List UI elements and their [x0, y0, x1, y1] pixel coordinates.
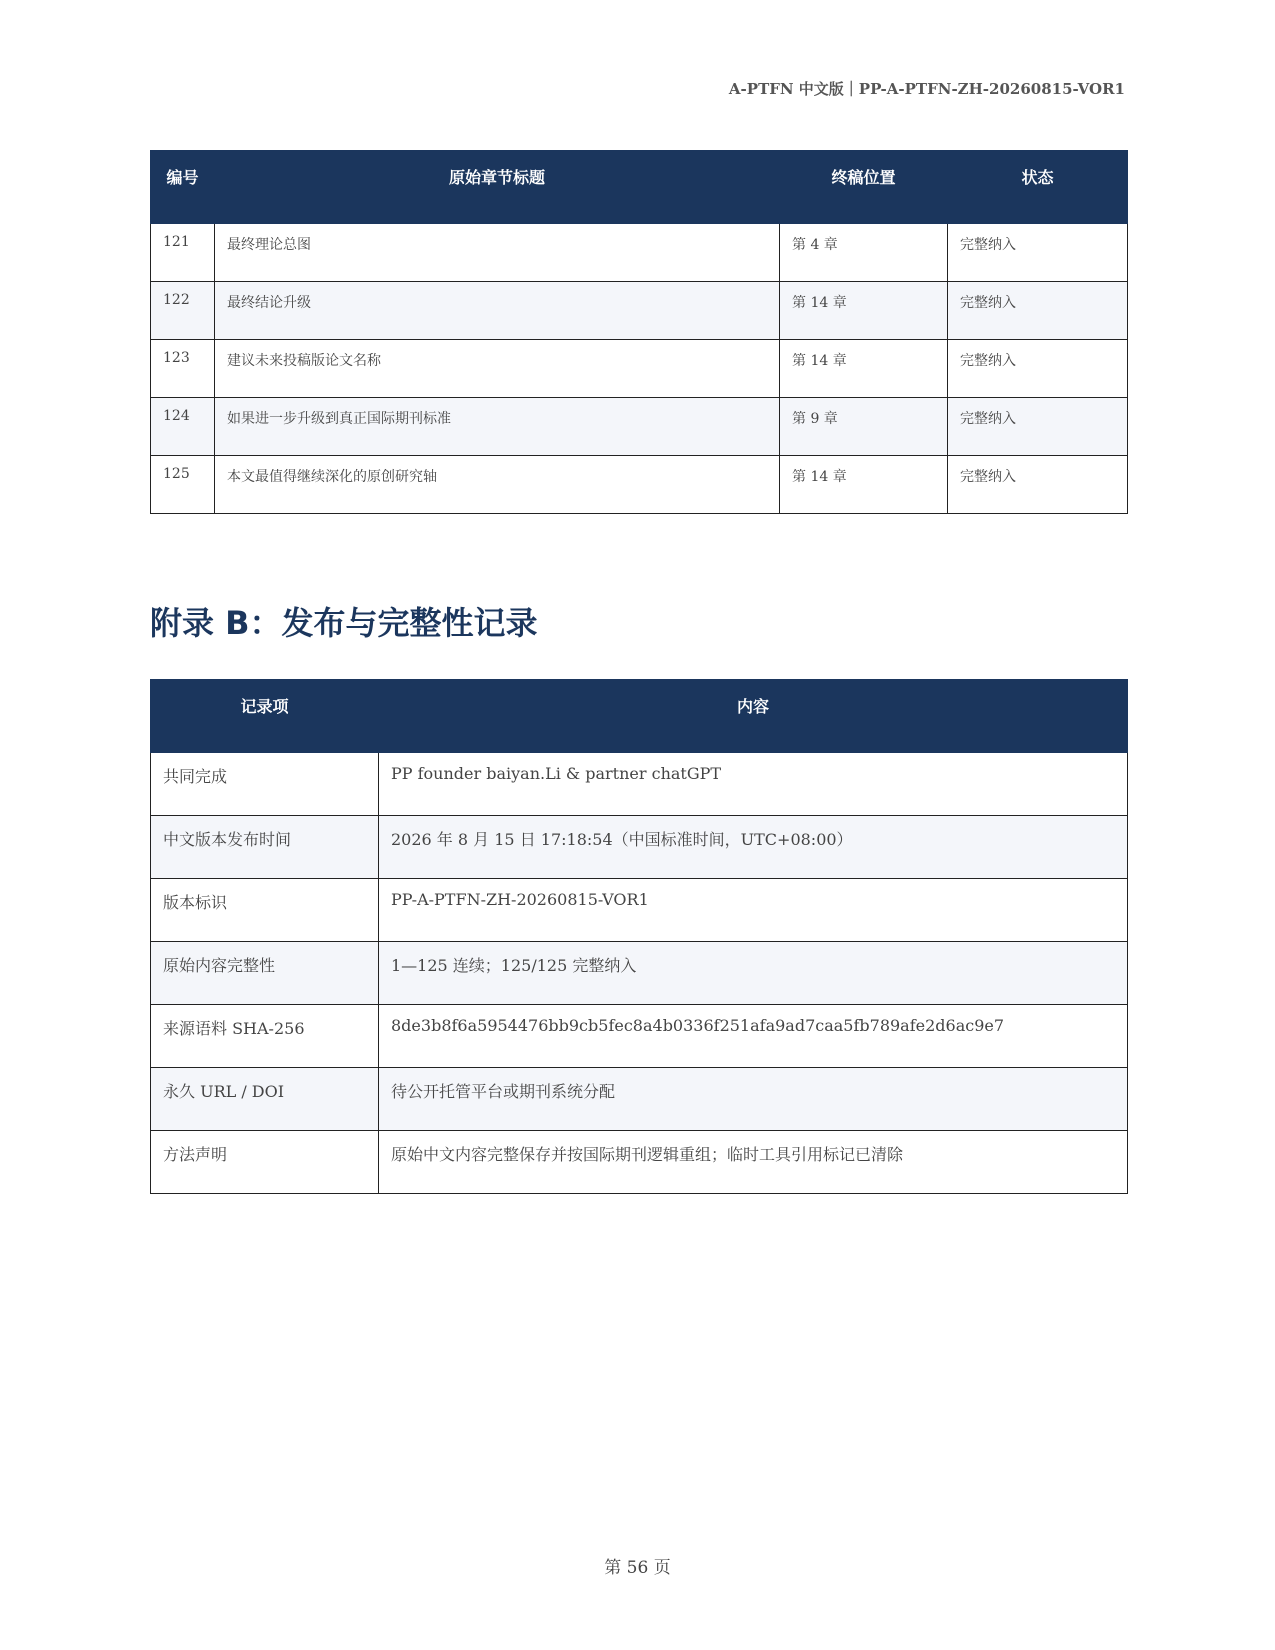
table-header-row: [151, 680, 1128, 753]
page-number: 第 56 页: [604, 1558, 671, 1578]
appendix-b-heading: 附录 B：发布与完整性记录: [150, 604, 538, 642]
cell-item: 共同完成: [151, 753, 379, 816]
cell-status: 完整纳入: [948, 224, 1128, 282]
table-row: [151, 1068, 1128, 1131]
cell-location: 第 4 章: [780, 224, 948, 282]
cell-id: 124: [151, 398, 215, 456]
cell-title: 如果进一步升级到真正国际期刊标准: [215, 398, 780, 456]
cell-status: 完整纳入: [948, 340, 1128, 398]
cell-item: 永久 URL / DOI: [151, 1068, 379, 1131]
column-header-id: 编号: [151, 151, 215, 224]
cell-status: 完整纳入: [948, 398, 1128, 456]
cell-title: 最终结论升级: [215, 282, 780, 340]
table-row: [151, 1005, 1128, 1068]
chapter-mapping-table: [150, 150, 1128, 514]
release-record-table: [150, 679, 1128, 1194]
table-row: [151, 224, 1128, 282]
cell-item: 方法声明: [151, 1131, 379, 1194]
cell-title: 建议未来投稿版论文名称: [215, 340, 780, 398]
cell-location: 第 14 章: [780, 340, 948, 398]
cell-content: PP founder baiyan.Li & partner chatGPT: [379, 753, 1128, 816]
table-row: [151, 340, 1128, 398]
cell-location: 第 9 章: [780, 398, 948, 456]
table-row: [151, 398, 1128, 456]
column-header-location: 终稿位置: [780, 151, 948, 224]
table-row: [151, 753, 1128, 816]
cell-content: 原始中文内容完整保存并按国际期刊逻辑重组；临时工具引用标记已清除: [379, 1131, 1128, 1194]
cell-id: 123: [151, 340, 215, 398]
cell-location: 第 14 章: [780, 282, 948, 340]
table-header-row: [151, 151, 1128, 224]
cell-item: 中文版本发布时间: [151, 816, 379, 879]
table-row: [151, 942, 1128, 1005]
cell-status: 完整纳入: [948, 456, 1128, 514]
table-row: [151, 1131, 1128, 1194]
cell-id: 122: [151, 282, 215, 340]
cell-content: 1—125 连续；125/125 完整纳入: [379, 942, 1128, 1005]
cell-item: 原始内容完整性: [151, 942, 379, 1005]
table-row: [151, 456, 1128, 514]
cell-id: 121: [151, 224, 215, 282]
cell-title: 本文最值得继续深化的原创研究轴: [215, 456, 780, 514]
cell-title: 最终理论总图: [215, 224, 780, 282]
column-header-status: 状态: [948, 151, 1128, 224]
cell-content: 8de3b8f6a5954476bb9cb5fec8a4b0336f251afa9ad7caa5fb789afe2d6ac9e7: [379, 1005, 1128, 1068]
cell-item: 版本标识: [151, 879, 379, 942]
cell-status: 完整纳入: [948, 282, 1128, 340]
cell-item: 来源语料 SHA-256: [151, 1005, 379, 1068]
column-header-item: 记录项: [151, 680, 379, 753]
table-row: [151, 816, 1128, 879]
cell-id: 125: [151, 456, 215, 514]
column-header-title: 原始章节标题: [215, 151, 780, 224]
table-row: [151, 282, 1128, 340]
cell-location: 第 14 章: [780, 456, 948, 514]
table-row: [151, 879, 1128, 942]
cell-content: 待公开托管平台或期刊系统分配: [379, 1068, 1128, 1131]
cell-content: 2026 年 8 月 15 日 17:18:54（中国标准时间，UTC+08:00）: [379, 816, 1128, 879]
column-header-content: 内容: [379, 680, 1128, 753]
cell-content: PP-A-PTFN-ZH-20260815-VOR1: [379, 879, 1128, 942]
running-header: A-PTFN 中文版｜PP-A-PTFN-ZH-20260815-VOR1: [728, 80, 1125, 98]
